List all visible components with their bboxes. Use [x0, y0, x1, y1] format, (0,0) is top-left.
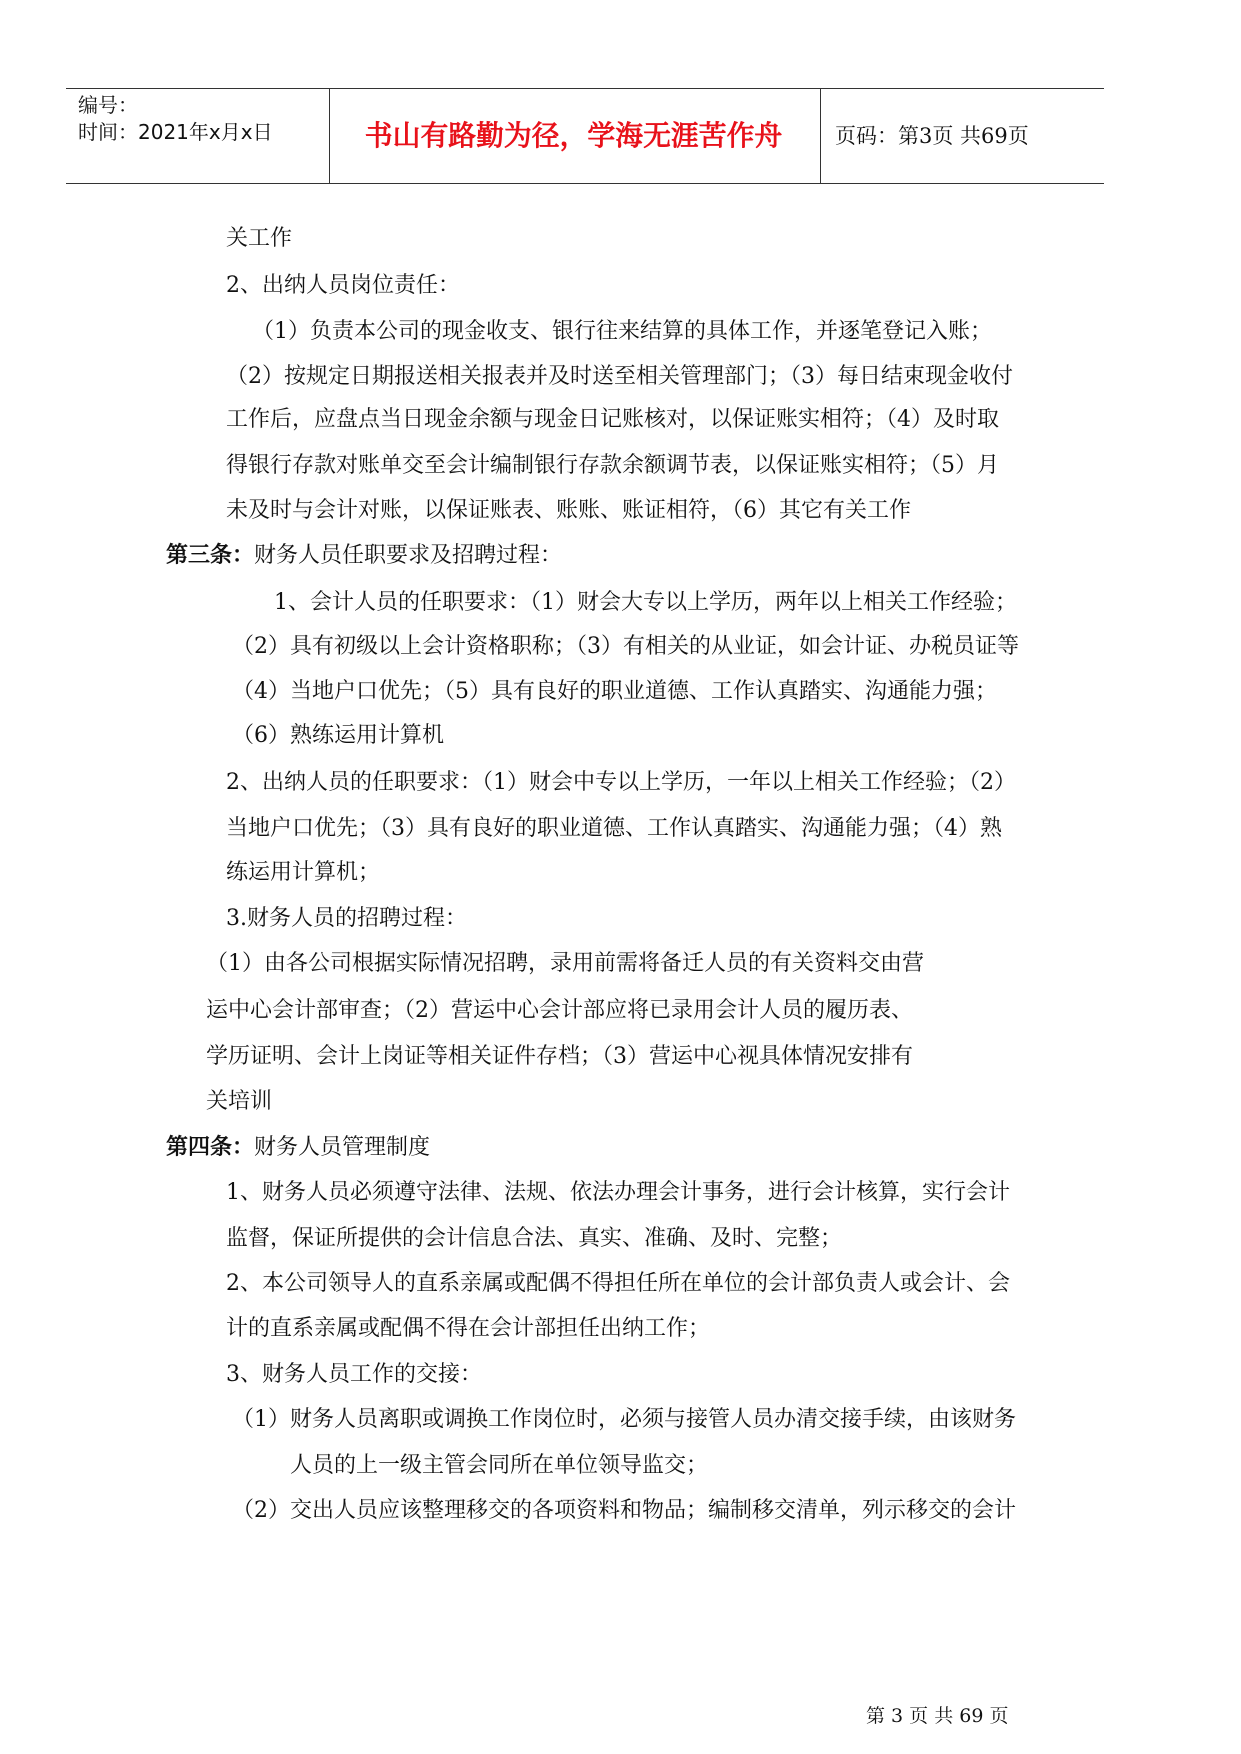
article-3-title: 财务人员任职要求及招聘过程： [254, 543, 563, 568]
body-line-6: 得银行存款对账单交至会计编制银行存款余额调节表，以保证账实相符；（5）月 [226, 453, 999, 478]
body-line-12: （6）熟练运用计算机 [232, 723, 444, 748]
body-line-14: 当地户口优先；（3）具有良好的职业道德、工作认真踏实、沟通能力强；（4）熟 [226, 816, 1002, 841]
article-4-label: 第四条： [166, 1135, 255, 1160]
body-line-29: （2）交出人员应该整理移交的各项资料和物品；编制移交清单，列示移交的会计 [232, 1498, 1016, 1523]
body-line-9: 1、会计人员的任职要求：（1）财会大专以上学历，两年以上相关工作经验； [274, 590, 1017, 615]
header-motto-cell [330, 89, 821, 183]
body-line-1: 关工作 [226, 226, 293, 251]
body-line-26: 3、财务人员工作的交接： [226, 1362, 482, 1387]
body-line-28: 人员的上一级主管会同所在单位领导监交； [290, 1453, 709, 1478]
body-line-25: 计的直系亲属或配偶不得在会计部担任出纳工作； [226, 1316, 711, 1341]
header-meta-cell [66, 89, 330, 183]
body-line-20: 关培训 [206, 1089, 273, 1114]
body-line-5: 工作后，应盘点当日现金余额与现金日记账核对，以保证账实相符；（4）及时取 [226, 407, 999, 432]
page-header [66, 88, 1104, 184]
article-3-label: 第三条： [166, 543, 255, 568]
article-3-heading [166, 542, 562, 570]
body-line-11: （4）当地户口优先；（5）具有良好的职业道德、工作认真踏实、沟通能力强； [232, 679, 997, 704]
body-line-4: （2）按规定日期报送相关报表并及时送至相关管理部门；（3）每日结束现金收付 [226, 364, 1013, 389]
document-time-label: 时间：2021年x月x日 [78, 120, 273, 144]
document-number-label: 编号： [78, 93, 138, 117]
header-motto: 书山有路勤为径，学海无涯苦作舟 [364, 119, 783, 152]
body-line-10: （2）具有初级以上会计资格职称；（3）有相关的从业证，如会计证、办税员证等 [232, 634, 1019, 659]
article-4-heading [166, 1134, 430, 1162]
body-line-18: 运中心会计部审查；（2）营运中心会计部应将已录用会计人员的履历表、 [206, 998, 913, 1023]
article-4-title: 财务人员管理制度 [254, 1135, 431, 1160]
body-line-27: （1）财务人员离职或调换工作岗位时，必须与接管人员办清交接手续，由该财务 [232, 1407, 1016, 1432]
body-line-16: 3.财务人员的招聘过程： [226, 906, 467, 931]
body-line-22: 1、财务人员必须遵守法律、法规、依法办理会计事务，进行会计核算，实行会计 [226, 1180, 1010, 1205]
header-page-code: 页码：第3页 共69页 [835, 124, 1029, 148]
body-line-15: 练运用计算机； [226, 860, 381, 885]
body-line-19: 学历证明、会计上岗证等相关证件存档；（3）营运中心视具体情况安排有 [206, 1044, 913, 1069]
body-line-3: （1）负责本公司的现金收支、银行往来结算的具体工作，并逐笔登记入账； [252, 319, 992, 344]
page-footer: 第 3 页 共 69 页 [866, 1705, 1009, 1727]
body-line-17: （1）由各公司根据实际情况招聘，录用前需将备迁人员的有关资料交由营 [206, 951, 924, 976]
body-line-24: 2、本公司领导人的直系亲属或配偶不得担任所在单位的会计部负责人或会计、会 [226, 1271, 1010, 1296]
header-page-cell [821, 89, 1104, 183]
body-line-7: 未及时与会计对账，以保证账表、账账、账证相符，（6）其它有关工作 [226, 498, 911, 523]
body-line-23: 监督，保证所提供的会计信息合法、真实、准确、及时、完整； [226, 1226, 843, 1251]
body-line-13: 2、出纳人员的任职要求：（1）财会中专以上学历，一年以上相关工作经验；（2） [226, 770, 1016, 795]
body-line-2: 2、出纳人员岗位责任： [226, 273, 460, 298]
